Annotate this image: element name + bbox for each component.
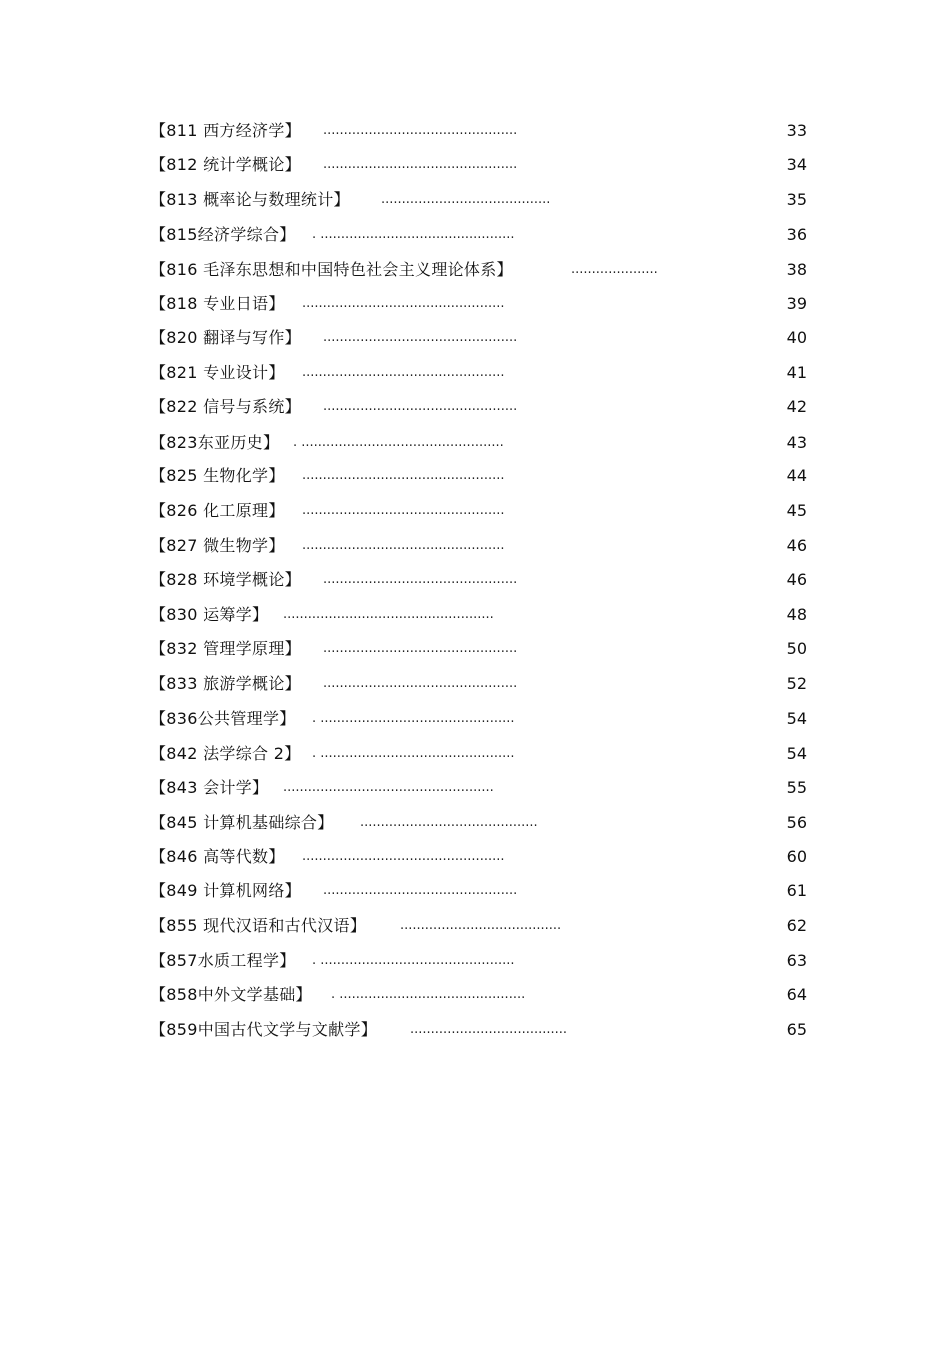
toc-dot-leader: ............................................... bbox=[323, 123, 518, 138]
toc-entry[interactable] bbox=[0, 290, 950, 318]
toc-page-number: 55 bbox=[786, 778, 807, 797]
toc-entry[interactable] bbox=[0, 429, 950, 457]
toc-dot-leader: ................................................. bbox=[302, 538, 505, 553]
toc-entry-title: 【826 化工原理】 bbox=[150, 501, 285, 520]
toc-entry[interactable] bbox=[0, 497, 950, 525]
toc-entry-title: 【820 翻译与写作】 bbox=[150, 328, 301, 347]
toc-dot-leader: ............................................... bbox=[323, 157, 518, 172]
toc-entry-title: 【858中外文学基础】 bbox=[150, 985, 312, 1004]
toc-entry[interactable] bbox=[0, 221, 950, 249]
toc-entry-title: 【812 统计学概论】 bbox=[150, 155, 301, 174]
toc-page-number: 41 bbox=[786, 363, 807, 382]
toc-entry-title: 【857水质工程学】 bbox=[150, 951, 296, 970]
toc-page-number: 56 bbox=[786, 813, 807, 832]
toc-entry[interactable] bbox=[0, 462, 950, 490]
toc-entry[interactable] bbox=[0, 774, 950, 802]
toc-entry-title: 【849 计算机网络】 bbox=[150, 881, 301, 900]
toc-entry-title: 【815经济学综合】 bbox=[150, 225, 296, 244]
toc-entry-title: 【818 专业日语】 bbox=[150, 294, 285, 313]
toc-dot-leader: ............................................... bbox=[323, 330, 518, 345]
toc-entry-title: 【845 计算机基础综合】 bbox=[150, 813, 334, 832]
toc-entry[interactable] bbox=[0, 981, 950, 1009]
toc-entry[interactable] bbox=[0, 117, 950, 145]
toc-page-number: 43 bbox=[786, 433, 807, 452]
toc-page-number: 54 bbox=[786, 744, 807, 763]
toc-entry-title: 【859中国古代文学与文献学】 bbox=[150, 1020, 378, 1039]
toc-dot-leader: . ............................................. bbox=[331, 987, 526, 1002]
toc-entry[interactable] bbox=[0, 877, 950, 905]
toc-entry[interactable] bbox=[0, 151, 950, 179]
toc-entry[interactable] bbox=[0, 393, 950, 421]
toc-dot-leader: . ............................................... bbox=[312, 953, 515, 968]
toc-dot-leader: . ............................................... bbox=[312, 227, 515, 242]
toc-entry-title: 【843 会计学】 bbox=[150, 778, 269, 797]
toc-dot-leader: ................................................. bbox=[302, 503, 505, 518]
toc-entry-title: 【830 运筹学】 bbox=[150, 605, 269, 624]
toc-dot-leader: ................................................. bbox=[302, 849, 505, 864]
toc-dot-leader: . ............................................... bbox=[312, 711, 515, 726]
toc-dot-leader: ................................................... bbox=[283, 607, 494, 622]
toc-entry-title: 【816 毛泽东思想和中国特色社会主义理论体系】 bbox=[150, 260, 513, 279]
toc-entry-title: 【827 微生物学】 bbox=[150, 536, 285, 555]
toc-page-number: 45 bbox=[786, 501, 807, 520]
toc-dot-leader: ............................................... bbox=[323, 399, 518, 414]
toc-page-number: 33 bbox=[786, 121, 807, 140]
toc-dot-leader: . ............................................... bbox=[312, 746, 515, 761]
toc-page-number: 48 bbox=[786, 605, 807, 624]
toc-entry-title: 【813 概率论与数理统计】 bbox=[150, 190, 350, 209]
toc-dot-leader: ...................................... bbox=[410, 1022, 568, 1037]
toc-entry[interactable] bbox=[0, 705, 950, 733]
toc-dot-leader: ........................................... bbox=[360, 815, 538, 830]
toc-page-number: 63 bbox=[786, 951, 807, 970]
toc-entry[interactable] bbox=[0, 809, 950, 837]
toc-entry-title: 【833 旅游学概论】 bbox=[150, 674, 301, 693]
toc-page-number: 50 bbox=[786, 639, 807, 658]
toc-entry-title: 【846 高等代数】 bbox=[150, 847, 285, 866]
toc-page-number: 52 bbox=[786, 674, 807, 693]
toc-entry[interactable] bbox=[0, 566, 950, 594]
toc-page-number: 60 bbox=[786, 847, 807, 866]
toc-entry-title: 【842 法学综合 2】 bbox=[150, 744, 301, 763]
toc-entry[interactable] bbox=[0, 843, 950, 871]
toc-dot-leader: ....................................... bbox=[400, 918, 562, 933]
toc-dot-leader: ............................................... bbox=[323, 883, 518, 898]
toc-entry-title: 【823东亚历史】 bbox=[150, 433, 280, 452]
toc-page-number: 61 bbox=[786, 881, 807, 900]
toc-page-number: 38 bbox=[786, 260, 807, 279]
toc-dot-leader: ............................................... bbox=[323, 676, 518, 691]
toc-entry[interactable] bbox=[0, 912, 950, 940]
toc-dot-leader: ................................................. bbox=[302, 468, 505, 483]
toc-entry[interactable] bbox=[0, 186, 950, 214]
toc-entry[interactable] bbox=[0, 635, 950, 663]
toc-entry[interactable] bbox=[0, 947, 950, 975]
toc-entry-title: 【855 现代汉语和古代汉语】 bbox=[150, 916, 367, 935]
toc-entry-title: 【811 西方经济学】 bbox=[150, 121, 301, 140]
toc-entry[interactable] bbox=[0, 1016, 950, 1044]
toc-dot-leader: ................................................. bbox=[302, 365, 505, 380]
toc-entry[interactable] bbox=[0, 256, 950, 284]
toc-dot-leader: ................................................. bbox=[302, 296, 505, 311]
toc-entry[interactable] bbox=[0, 670, 950, 698]
toc-entry-title: 【828 环境学概论】 bbox=[150, 570, 301, 589]
toc-entry[interactable] bbox=[0, 324, 950, 352]
toc-page-number: 64 bbox=[786, 985, 807, 1004]
toc-entry[interactable] bbox=[0, 532, 950, 560]
toc-dot-leader: . ................................................. bbox=[293, 435, 504, 450]
toc-page-number: 65 bbox=[786, 1020, 807, 1039]
toc-entry-title: 【821 专业设计】 bbox=[150, 363, 285, 382]
toc-dot-leader: ..................... bbox=[571, 262, 658, 277]
toc-entry-title: 【832 管理学原理】 bbox=[150, 639, 301, 658]
toc-page-number: 44 bbox=[786, 466, 807, 485]
toc-page-number: 40 bbox=[786, 328, 807, 347]
toc-dot-leader: ............................................... bbox=[323, 572, 518, 587]
toc-page-number: 34 bbox=[786, 155, 807, 174]
toc-entry-title: 【822 信号与系统】 bbox=[150, 397, 301, 416]
toc-page-number: 54 bbox=[786, 709, 807, 728]
toc-page-number: 35 bbox=[786, 190, 807, 209]
toc-dot-leader: ................................................... bbox=[283, 780, 494, 795]
toc-page-number: 46 bbox=[786, 536, 807, 555]
toc-entry-title: 【825 生物化学】 bbox=[150, 466, 285, 485]
toc-entry-title: 【836公共管理学】 bbox=[150, 709, 296, 728]
toc-dot-leader: ............................................... bbox=[323, 641, 518, 656]
toc-dot-leader: ......................................... bbox=[381, 192, 551, 207]
toc-page-number: 62 bbox=[786, 916, 807, 935]
toc-entry[interactable] bbox=[0, 601, 950, 629]
toc-page-number: 39 bbox=[786, 294, 807, 313]
toc-entry[interactable] bbox=[0, 740, 950, 768]
toc-page-number: 42 bbox=[786, 397, 807, 416]
toc-page-number: 36 bbox=[786, 225, 807, 244]
toc-entry[interactable] bbox=[0, 359, 950, 387]
toc-page-number: 46 bbox=[786, 570, 807, 589]
